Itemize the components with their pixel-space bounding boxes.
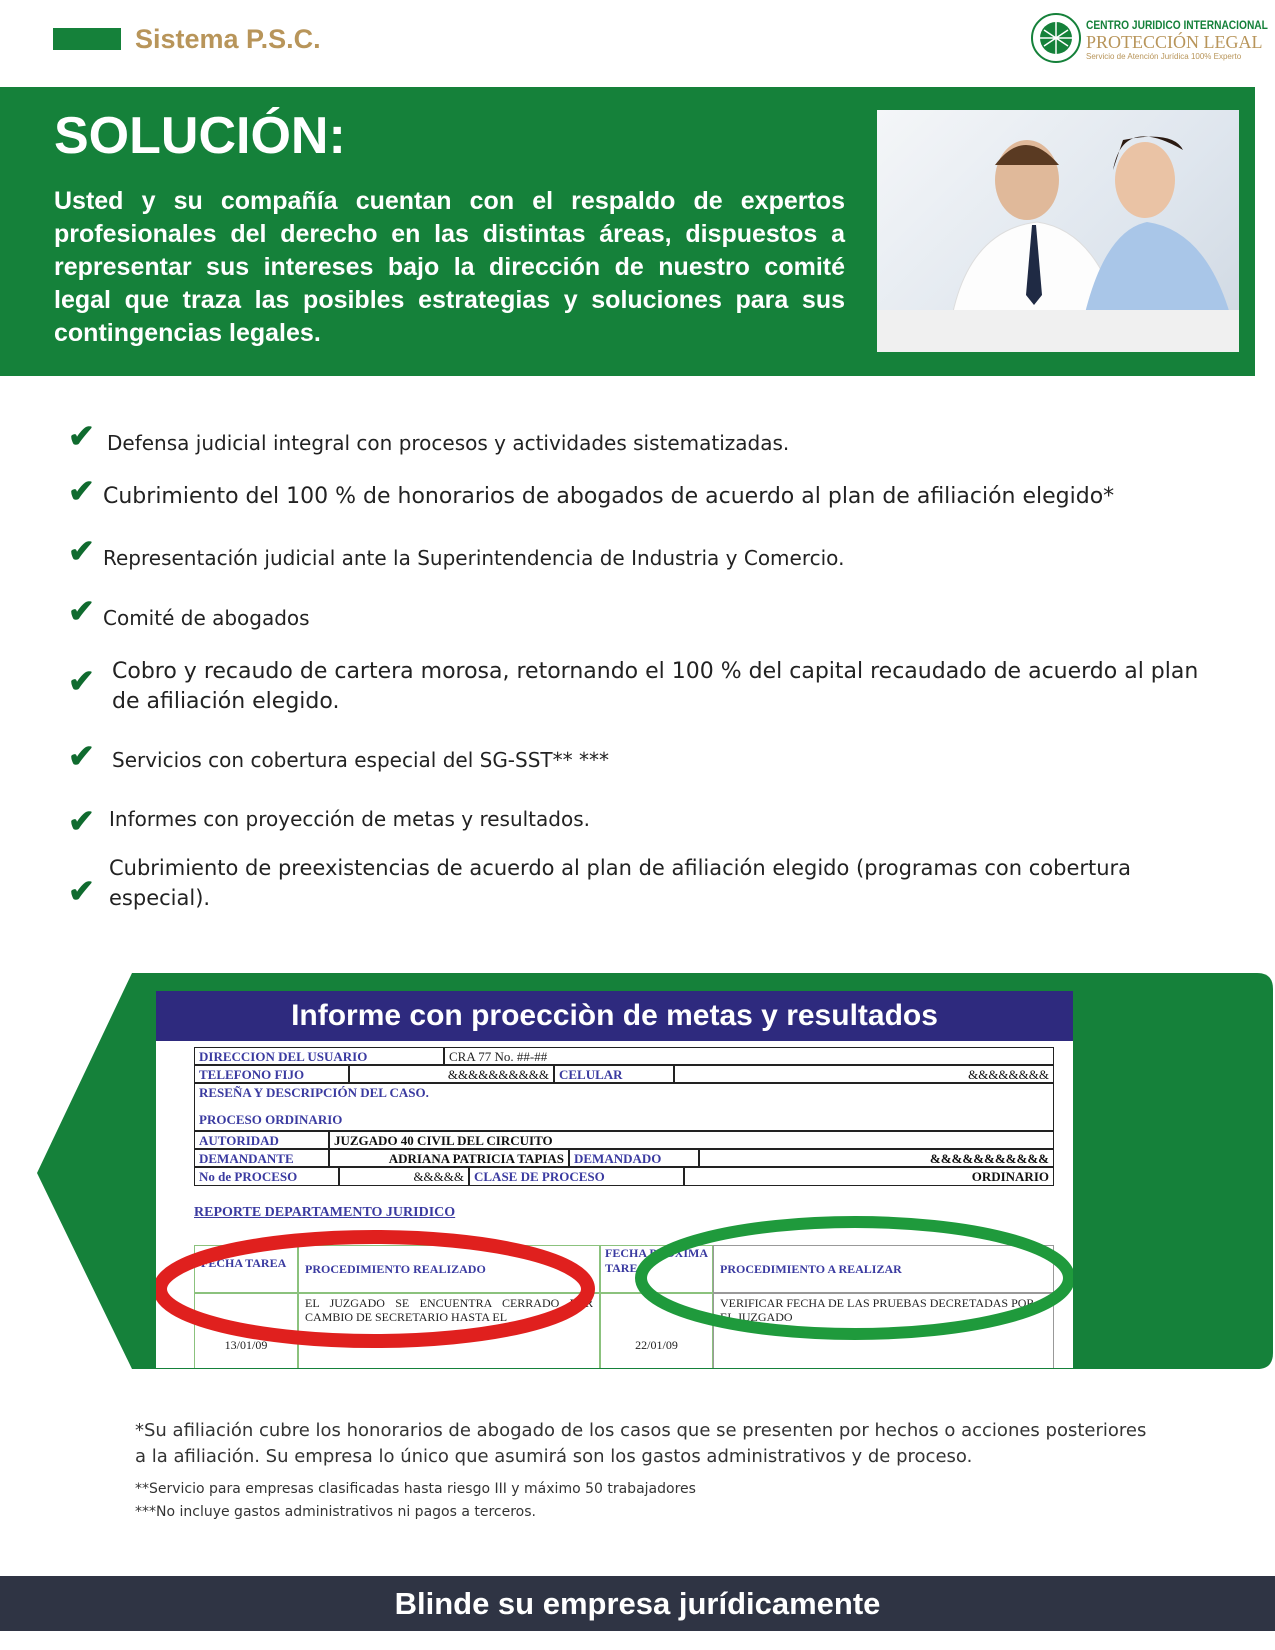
- banner-text: Usted y su compañía cuentan con el respaldo de expertos profesionales del derecho en las distintas áreas, dispuestos a representar sus intereses bajo la dirección de nuestro comité legal que traza las posibles estrategias y soluciones para sus contingencias legales.: [54, 187, 845, 347]
- benefit-item: Cubrimiento del 100 % de honorarios de abogados de acuerdo al plan de afiliación elegido*: [103, 484, 1115, 509]
- footnote-3: ***No incluye gastos administrativos ni pagos a terceros.: [135, 1504, 536, 1520]
- benefit-item: Defensa judicial integral con procesos y actividades sistematizadas.: [107, 431, 790, 455]
- no-proceso-value: &&&&&: [339, 1167, 469, 1186]
- row-fecha: 13/01/09: [194, 1293, 298, 1368]
- tel-label: TELEFONO FIJO: [194, 1065, 349, 1083]
- check-icon: ✔: [68, 873, 95, 909]
- dir-value: CRA 77 No. ##-##: [444, 1047, 1054, 1065]
- row-a-realizar: VERIFICAR FECHA DE LAS PRUEBAS DECRETADAS POR EL JUZGADO: [713, 1293, 1054, 1368]
- no-proceso-label: No de PROCESO: [194, 1167, 339, 1186]
- demandante-value: ADRIANA PATRICIA TAPIAS: [329, 1149, 569, 1167]
- check-icon: ✔: [68, 533, 95, 569]
- autoridad-value: JUZGADO 40 CIVIL DEL CIRCUITO: [329, 1131, 1054, 1149]
- logo-line2: PROTECCIÓN LEGAL: [1086, 32, 1263, 52]
- check-icon: ✔: [68, 663, 95, 699]
- dir-label: DIRECCION DEL USUARIO: [194, 1047, 444, 1065]
- benefit-item: Comité de abogados: [103, 606, 310, 630]
- globe-seal-icon: [1030, 12, 1082, 64]
- row-fecha-proxima: 22/01/09: [600, 1293, 713, 1368]
- banner-title: SOLUCIÓN:: [54, 107, 346, 165]
- red-highlight-ellipse: [160, 1237, 588, 1341]
- footnote-2: **Servicio para empresas clasificadas hasta riesgo III y máximo 50 trabajadores: [135, 1481, 696, 1497]
- cel-label: CELULAR: [554, 1065, 674, 1083]
- col-procedimiento-realizado: PROCEDIMIENTO REALIZADO: [298, 1245, 600, 1293]
- logo: [1030, 12, 1268, 64]
- benefit-item: Representación judicial ante la Superintendencia de Industria y Comercio.: [103, 546, 845, 570]
- col-procedimiento-a-realizar: PROCEDIMIENTO A REALIZAR: [713, 1245, 1054, 1293]
- col-fecha-proxima: FECHA PROXIMA TAREA: [600, 1245, 713, 1293]
- cel-value: &&&&&&&&: [674, 1065, 1054, 1083]
- autoridad-label: AUTORIDAD: [194, 1131, 329, 1149]
- check-icon: ✔: [68, 418, 95, 454]
- benefit-item: Servicios con cobertura especial del SG-SST** ***: [112, 748, 609, 772]
- tel-value: &&&&&&&&&&: [349, 1065, 554, 1083]
- demandado-label: DEMANDADO: [569, 1149, 699, 1167]
- footnote-1: *Su afiliación cubre los honorarios de abogado de los casos que se presenten por hechos o acciones posteriores a la afiliación. Su empresa lo único que asumirá son los gastos administrativos y de proceso.: [135, 1420, 1147, 1467]
- benefit-item: Cobro y recaudo de cartera morosa, retornando el 100 % del capital recaudado de acuerdo al plan de afiliación elegido.: [112, 659, 1199, 714]
- check-icon: ✔: [68, 593, 95, 629]
- footer-slogan: Blinde su empresa jurídicamente: [0, 1576, 1275, 1631]
- report-title: Informe con proecciòn de metas y resultados: [156, 991, 1073, 1041]
- proceso-label: PROCESO ORDINARIO: [194, 1111, 1054, 1131]
- check-icon: ✔: [68, 738, 95, 774]
- section-title: REPORTE DEPARTAMENTO JURIDICO: [194, 1205, 456, 1220]
- green-highlight-ellipse: [641, 1222, 1069, 1334]
- resena-label: RESEÑA Y DESCRIPCIÓN DEL CASO.: [194, 1083, 1054, 1129]
- highlight-circles: [156, 991, 1073, 1368]
- clase-proceso-label: CLASE DE PROCESO: [469, 1167, 684, 1186]
- logo-line1: CENTRO JURIDICO INTERNACIONAL: [1086, 18, 1268, 32]
- benefit-item: Informes con proyección de metas y resultados.: [109, 807, 590, 831]
- business-people-photo: [877, 110, 1239, 352]
- demandante-label: DEMANDANTE: [194, 1149, 329, 1167]
- benefit-item: Cubrimiento de preexistencias de acuerdo al plan de afiliación elegido (programas con cobertura especial).: [109, 856, 1132, 910]
- check-icon: ✔: [68, 803, 95, 839]
- brand-title: Sistema P.S.C.: [135, 24, 321, 54]
- logo-line3: Servicio de Atención Jurídica 100% Experto: [1086, 52, 1242, 61]
- report-document: [156, 991, 1073, 1368]
- col-fecha-tarea: FECHA TAREA: [194, 1245, 298, 1293]
- demandado-value: &&&&&&&&&&&: [699, 1149, 1054, 1167]
- brand-bar: [53, 28, 121, 50]
- clase-proceso-value: ORDINARIO: [684, 1167, 1054, 1186]
- check-icon: ✔: [68, 473, 95, 509]
- row-procedimiento: EL JUZGADO SE ENCUENTRA CERRADO POR CAMBIO DE SECRETARIO HASTA EL: [298, 1293, 600, 1368]
